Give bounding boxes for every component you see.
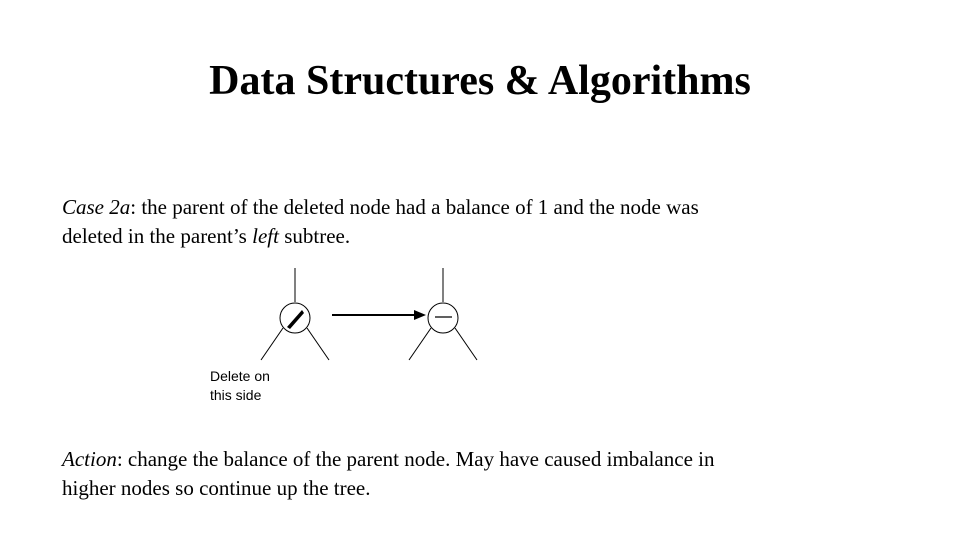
- delete-note-line-2: this side: [210, 387, 262, 403]
- delete-side-note: [210, 367, 270, 405]
- right-node-right-child-edge: [455, 328, 477, 360]
- action-label: Action: [62, 447, 117, 471]
- left-node-right-child-edge: [307, 328, 329, 360]
- right-node-left-child-edge: [409, 328, 431, 360]
- right-node: [428, 303, 458, 333]
- case-label: Case 2a: [62, 195, 131, 219]
- case-text-end: subtree.: [278, 224, 351, 248]
- left-node-left-child-edge: [261, 328, 283, 360]
- action-description: [62, 445, 762, 503]
- action-text: : change the balance of the parent node. May have caused imbalance in higher nodes so continue up the tree.: [62, 447, 715, 500]
- transition-arrow-head: [414, 310, 426, 320]
- slide-title: Data Structures & Algorithms: [209, 58, 751, 104]
- case-emphasis: left: [252, 224, 279, 248]
- case-text-main: : the parent of the deleted node had a balance of 1 and the node was deleted in the parent’s: [62, 195, 699, 248]
- delete-note-line-1: Delete on: [210, 368, 270, 384]
